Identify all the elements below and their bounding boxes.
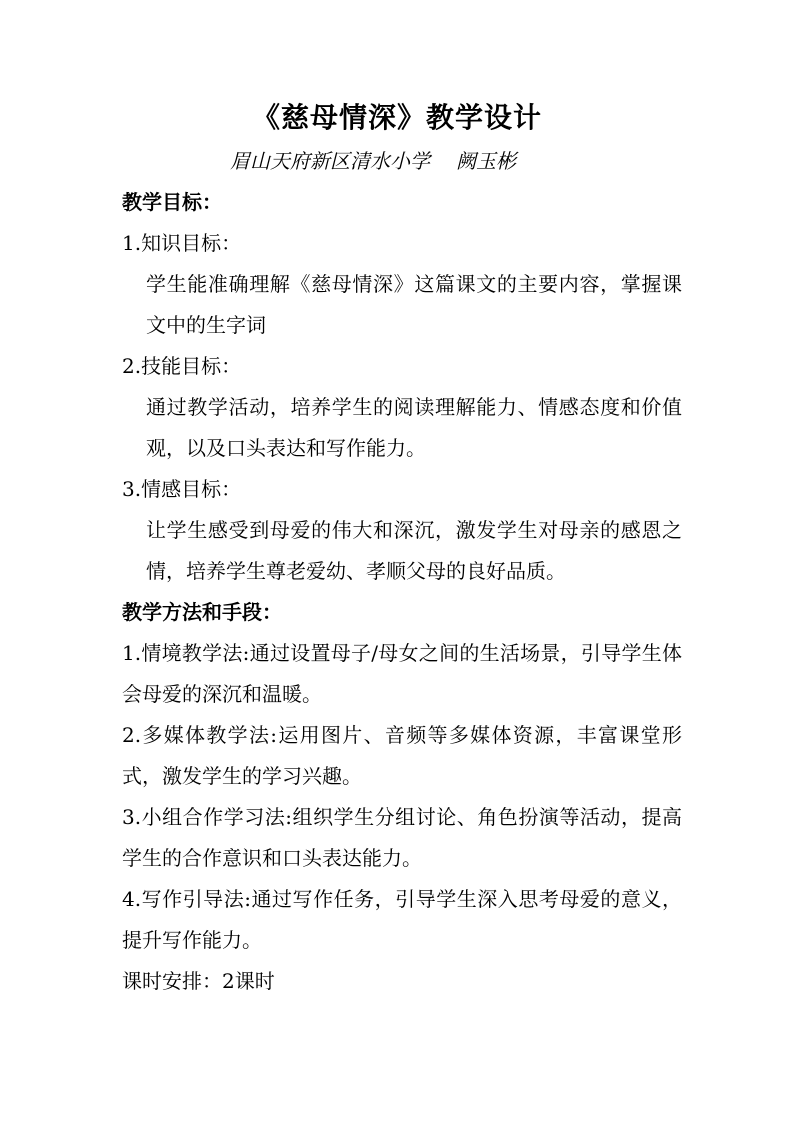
- author-name: 阙玉彬: [456, 149, 516, 173]
- objective-text-skill: 通过教学活动，培养学生的阅读理解能力、情感态度和价值观，以及口头表达和写作能力。: [146, 395, 682, 460]
- schedule-line: 课时安排：2课时: [122, 969, 275, 993]
- document-title: 《慈母情深》教学设计: [251, 101, 542, 134]
- objective-text-knowledge: 学生能准确理解《慈母情深》这篇课文的主要内容，掌握课文中的生字词: [146, 272, 682, 337]
- method-item-situational: 1.情境教学法:通过设置母子/母女之间的生活场景，引导学生体会母爱的深沉和温暖。: [122, 641, 682, 706]
- method-item-group: 3.小组合作学习法:组织学生分组讨论、角色扮演等活动，提高学生的合作意识和口头表达能力。: [122, 805, 682, 870]
- methods-heading: 教学方法和手段：: [122, 600, 282, 624]
- objective-label-emotion: 3.情感目标：: [122, 477, 242, 501]
- objective-label-knowledge: 1.知识目标：: [122, 231, 242, 255]
- author-line: [230, 146, 516, 176]
- document-body: [122, 182, 682, 1002]
- method-item-multimedia: 2.多媒体教学法:运用图片、音频等多媒体资源，丰富课堂形式，激发学生的学习兴趣。: [122, 723, 682, 788]
- objectives-heading: 教学目标：: [122, 190, 222, 214]
- school-name: 眉山天府新区清水小学: [230, 149, 430, 173]
- objective-text-emotion: 让学生感受到母爱的伟大和深沉，激发学生对母亲的感恩之情，培养学生尊老爱幼、孝顺父母的良好品质。: [146, 518, 682, 583]
- objective-label-skill: 2.技能目标：: [122, 354, 242, 378]
- method-item-writing: 4.写作引导法:通过写作任务，引导学生深入思考母爱的意义，提升写作能力。: [122, 887, 682, 952]
